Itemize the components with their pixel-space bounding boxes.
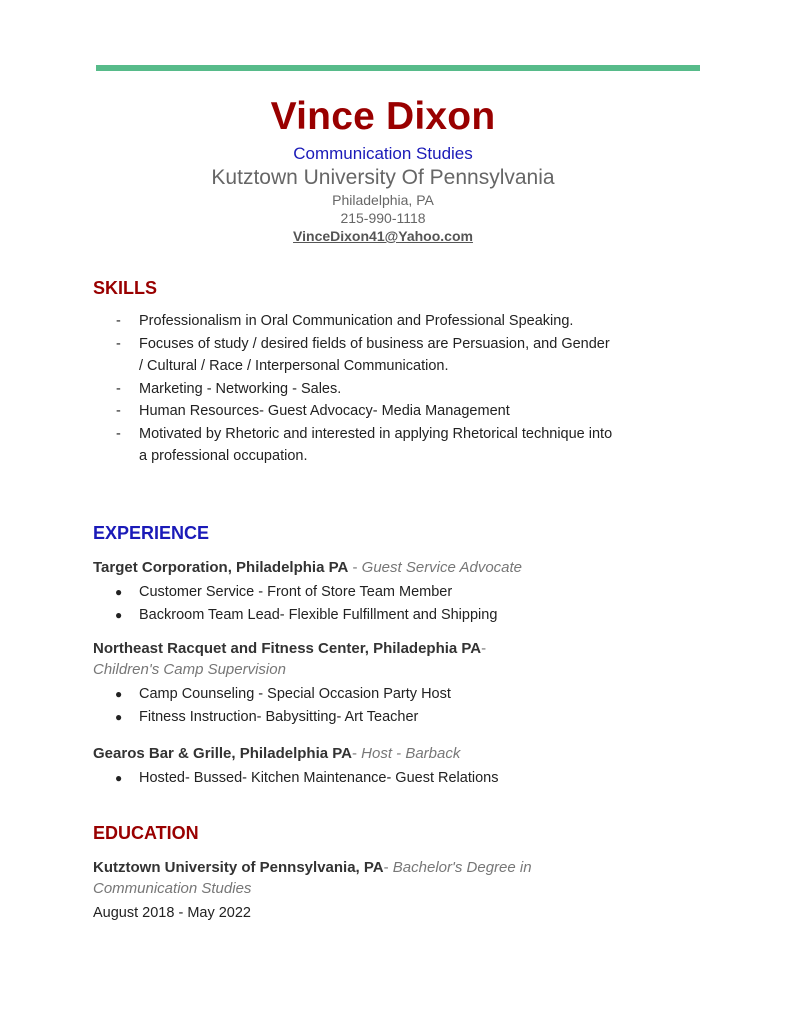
list-item: - Focuses of study / desired fields of business are Persuasion, and Gender / Cultural / Race / Interpersonal Communication.: [93, 333, 613, 378]
dash-marker: -: [116, 425, 121, 442]
phone: 215-990-1118: [340, 210, 426, 226]
job-bullets: [93, 767, 613, 790]
dash-marker: -: [116, 313, 121, 329]
education-heading: EDUCATION: [93, 823, 199, 843]
top-rule: [96, 65, 700, 71]
dash-marker: -: [116, 380, 121, 397]
list-item: ● Backroom Team Lead- Flexible Fulfillment and Shipping: [93, 604, 613, 627]
email-link[interactable]: VinceDixon41@Yahoo.com: [293, 228, 473, 244]
dash-marker: -: [116, 335, 121, 352]
candidate-name: Vince Dixon: [270, 95, 496, 138]
bullet-icon: ●: [115, 709, 123, 724]
job-entry: [93, 743, 613, 790]
education-title: Kutztown University of Pennsylvania, PA- Bachelor's Degree in Communication Studies: [93, 859, 532, 897]
job-bullets: [93, 581, 613, 626]
list-item: ● Customer Service - Front of Store Team Member: [93, 581, 613, 604]
resume-header: [0, 92, 766, 246]
city: Philadelphia, PA: [332, 192, 434, 208]
list-item: ● Hosted- Bussed- Kitchen Maintenance- Guest Relations: [93, 767, 613, 790]
bullet-icon: ●: [115, 687, 123, 701]
major: Communication Studies: [293, 144, 473, 163]
education-dates: August 2018 - May 2022: [93, 905, 251, 921]
bullet-icon: ●: [115, 771, 123, 785]
list-item: - Motivated by Rhetoric and interested in applying Rhetorical technique into a professional occupation.: [93, 423, 613, 468]
list-item: - Human Resources- Guest Advocacy- Media Management: [93, 400, 613, 423]
list-item: ● Camp Counseling - Special Occasion Party Host: [93, 683, 533, 706]
job-bullets: [93, 683, 533, 728]
school: Kutztown University Of Pennsylvania: [211, 166, 555, 189]
skills-list: [93, 310, 613, 468]
list-item: - Marketing - Networking - Sales.: [93, 378, 613, 401]
job-title: Target Corporation, Philadelphia PA - Guest Service Advocate: [93, 559, 523, 576]
education-entry: [93, 857, 573, 924]
experience-heading: EXPERIENCE: [93, 523, 210, 543]
list-item: ● Fitness Instruction- Babysitting- Art Teacher: [93, 706, 533, 729]
job-entry: [93, 557, 613, 626]
skills-heading: SKILLS: [93, 278, 158, 298]
job-entry: [93, 638, 533, 728]
job-title: Northeast Racquet and Fitness Center, Philadephia PA-Children's Camp Supervision: [93, 640, 487, 678]
bullet-icon: ●: [115, 607, 123, 622]
dash-marker: -: [116, 403, 121, 419]
list-item: - Professionalism in Oral Communication and Professional Speaking.: [93, 310, 613, 333]
job-title: Gearos Bar & Grille, Philadelphia PA- Host - Barback: [93, 745, 461, 762]
bullet-icon: ●: [115, 585, 123, 599]
